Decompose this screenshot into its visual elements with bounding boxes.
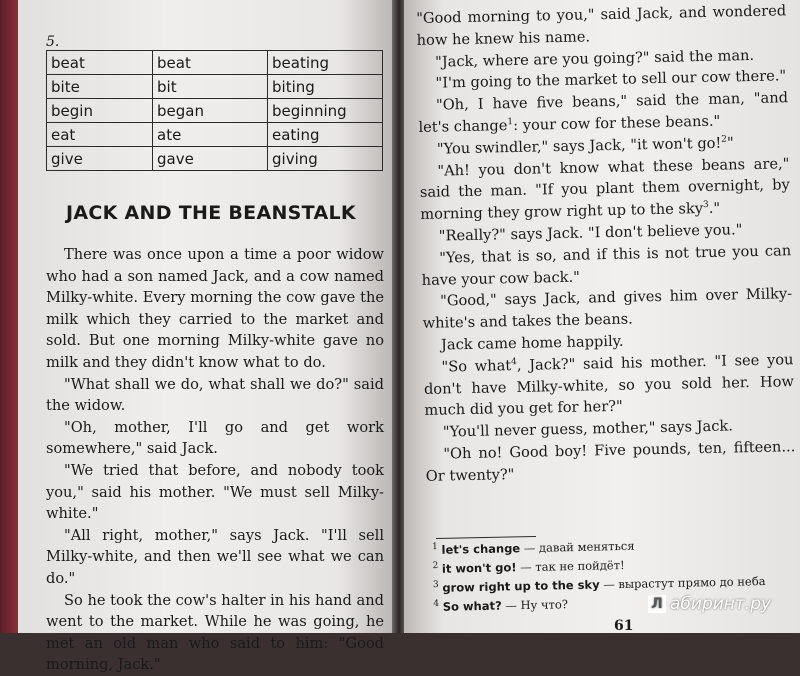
table-cell: eat [47,123,153,147]
table-cell: biting [268,75,383,99]
story-title: JACK AND THE BEANSTALK [66,202,356,224]
paragraph: "Oh, mother, I'll go and get work somewhere," said Jack. [46,418,384,458]
footnote-number: 1 [432,542,438,553]
table-cell: beginning [268,99,383,123]
table-cell: give [47,147,153,171]
page-number: 61 [614,618,634,634]
footnote-ref: 3 [702,200,709,211]
paragraph: "Good," says Jack, and gives him over Milky-white's and takes the beans. [422,285,793,333]
paragraph-text: , Jack?" said his mother. "I see you don't have Milky-white, so you sold her. How much did you get for her?" [423,350,795,420]
table-row [47,99,383,123]
table-cell: giving [268,147,383,171]
paragraph: "All right, mother," says Jack. "I'll sell Milky-white, and then we'll see what we can do." [46,526,384,587]
paragraph: "I'm going to the market to sell our cow there." [435,67,787,92]
left-page-text [46,244,384,676]
exercise-number: 5. [46,34,60,50]
table-cell: eating [268,123,383,147]
table-cell: bite [47,75,153,99]
table-cell: beat [153,51,268,75]
paragraph: "We tried that before, and nobody took you," said his mother. "We must sell Milky-white." [46,461,384,523]
verb-forms-table [46,50,383,171]
paragraph-text: "You swindler," says Jack, "it won't go! [436,134,722,158]
left-page [18,0,394,674]
paragraph: "Oh no! Good boy! Five pounds, ten, fifteen... Or twenty?" [425,438,796,485]
table-cell: beating [268,51,383,75]
paragraph [418,87,789,138]
footnote-term: it won't go! [441,560,517,576]
footnote-translation: — Ну что? [505,597,569,613]
watermark-text: абиринт.ру [670,594,772,614]
paragraph: Jack came home happily. [440,332,624,354]
footnote-ref: 1 [507,117,514,128]
table-row [47,147,383,171]
footnote-number: 3 [432,580,439,591]
footnote-term: So what? [442,598,502,614]
paragraph-text: ." [708,199,721,218]
table-cell: beat [47,51,153,75]
footnote-translation: — так не пойдёт! [520,557,625,575]
paragraph: "Good morning to you," said Jack, and wondered how he knew his name. [416,2,787,49]
right-page [404,0,800,633]
paragraph: "Yes, that is so, and if this is not true you can have your cow back." [421,241,792,289]
labirint-logo-icon: Л [648,595,666,613]
table-cell: begin [47,99,153,123]
right-page-text [416,0,796,487]
paragraph: So he took the cow's halter in his hand and went to the market. While he was going, he met an old man who said to him: "Good morning, Jack." [46,591,384,674]
footnote-term: let's change [441,541,521,557]
table-row [47,123,383,147]
watermark-logo [648,594,771,614]
paragraph: "Really?" says Jack. "I don't believe you." [438,221,743,245]
table-cell: gave [153,147,268,171]
paragraph: "You'll never guess, mother," says Jack. [442,417,734,441]
paragraph: "What shall we do, what shall we do?" said the widow. [46,375,384,415]
paragraph [423,349,794,422]
book-cover-edge [0,0,18,633]
footnote-translation: — давай меняться [523,538,635,556]
table-cell: ate [153,123,268,147]
table-row [47,51,383,75]
table-cell: began [153,99,268,123]
paragraph-text: "Oh, I have five beans," said the man, "and let's change [418,89,789,136]
footnote-translation: — вырастут прямо до неба [603,574,766,592]
paragraph [419,153,790,226]
footnote-ref: 2 [721,134,728,145]
paragraph-text: "Ah! you don't know what these beans are," said the man. "If you plant them overnight, by morning they grow right up to the sky [419,154,790,224]
paragraph: There was once upon a time a poor widow who had a son named Jack, and a cow named Milky-white. Every morning the cow gave the milk which they carried to the market and sold. But one morning Milky-white gave no milk and they didn't know what to do. [46,246,384,371]
paragraph-text: : your cow for these beans." [513,112,721,134]
table-cell: bit [153,75,268,99]
paragraph-text: " [726,134,734,152]
table-row [47,75,383,99]
footnote-ref: 4 [510,356,517,367]
paragraph-text: "So what [441,356,512,376]
footnote-number: 2 [432,561,439,572]
paragraph: "Jack, where are you going?" said the man. [434,46,755,71]
footnote-number: 4 [433,599,440,610]
footnote-term: grow right up to the sky [442,577,600,595]
